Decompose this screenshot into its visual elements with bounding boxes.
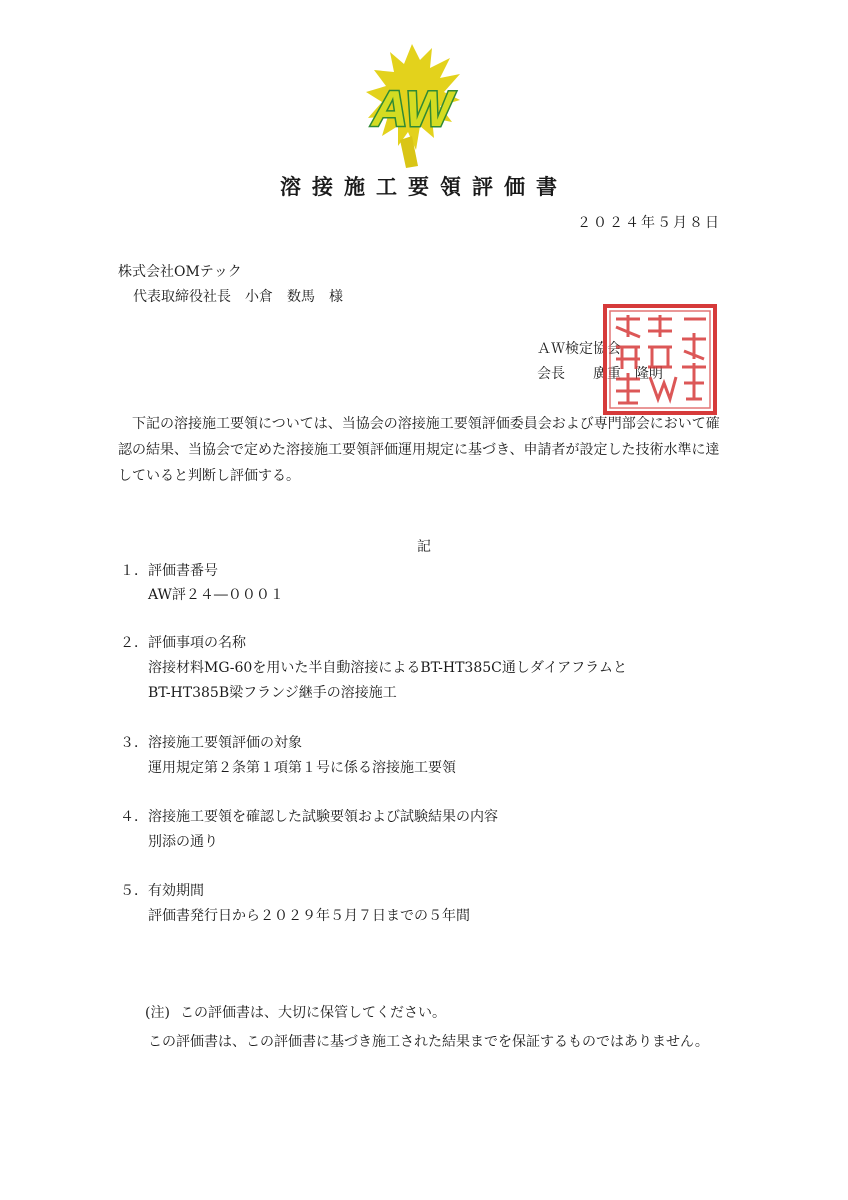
item-5-line-1: 評価書発行日から２０２９年５月７日までの５年間 xyxy=(148,908,470,924)
document-title: 溶接施工要領評価書 xyxy=(280,174,568,199)
recipient-company: 株式会社OMテック xyxy=(118,264,242,280)
ki-heading: 記 xyxy=(417,539,431,555)
issuer-person: 会長 廣重 隆明 xyxy=(537,366,663,382)
item-2-heading: ２．評価事項の名称 xyxy=(120,635,246,651)
aw-logo xyxy=(360,40,466,170)
issuer-org: ＡＷ検定協会 xyxy=(537,341,621,357)
item-4-heading: ４．溶接施工要領を確認した試験要領および試験結果の内容 xyxy=(120,809,498,825)
item-1-heading: １．評価書番号 xyxy=(120,563,218,579)
note-line-1: この評価書は、大切に保管してください。 xyxy=(180,1005,446,1021)
item-2-line-1: 溶接材料MG-60を用いた半自動溶接によるBT-HT385C通しダイアフラムと xyxy=(148,660,628,676)
logo-text: AW xyxy=(371,81,453,137)
body-paragraph: 下記の溶接施工要領については、当協会の溶接施工要領評価委員会および専門部会において確認の結果、当協会で定めた溶接施工要領評価運用規定に基づき、申請者が設定した技術水準に達していると判断し評価する。 xyxy=(118,416,720,484)
item-1-line-1: AW評２４―０００１ xyxy=(148,587,284,603)
item-4-line-1: 別添の通り xyxy=(148,834,218,850)
item-2-line-2: BT-HT385B梁フランジ継手の溶接施工 xyxy=(148,685,397,701)
issue-date: ２０２４年５月８日 xyxy=(577,215,721,231)
item-3-line-1: 運用規定第２条第１項第１号に係る溶接施工要領 xyxy=(148,760,456,776)
item-5-heading: ５．有効期間 xyxy=(120,883,204,899)
note-label: (注) xyxy=(145,1005,170,1021)
official-seal xyxy=(602,303,718,416)
item-3-heading: ３．溶接施工要領評価の対象 xyxy=(120,735,302,751)
recipient-person: 代表取締役社長 小倉 数馬 様 xyxy=(133,289,343,305)
note-line-2: この評価書は、この評価書に基づき施工された結果までを保証するものではありません。 xyxy=(148,1034,709,1050)
